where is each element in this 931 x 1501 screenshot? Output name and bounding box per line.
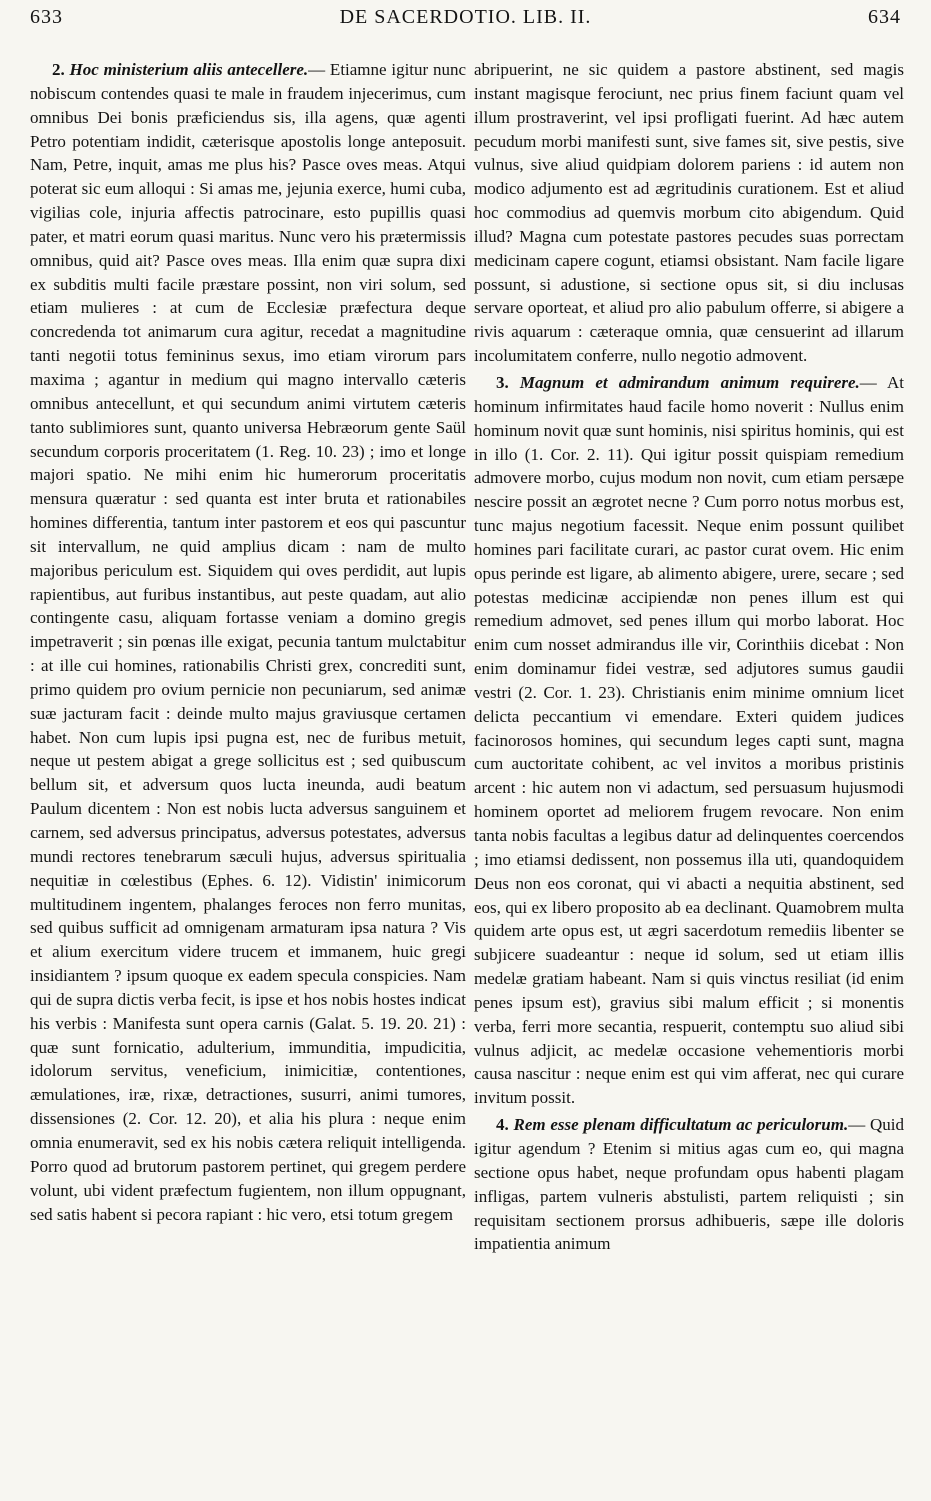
section-2-continuation: abripuerint, ne sic quidem a pastore abstinent, sed magis instant magisque ferociunt, nec prius finem faciunt quam vel illum prostraverint, vel ipsi profligati fuerint. Ad hæc autem pecudum morbi manifesti sunt, sive fames sit, sive pestis, sive vulnus, sive aliud quidpiam dolorem pariens : id autem non modico adjumento est ad ægritudinis curationem. Est et aliud hoc commodius ad quemvis morbum cito abigendum. Quid illud? Magna cum potestate pastores pecudes suas porrectam medicinam capere cogunt, etiamsi obsistant. Nam facile ligare possunt, si adustione, si sectione opus sit, si diu inclusas servare oporteat, et aliud pro alio pabulum offerre, si abigere a rivis aquarum : cæteraque omnia, quæ censuerint ad illarum incolumitatem conferre, nullo negotio admovent. — [474, 60, 904, 366]
section-heading: Rem esse plenam difficultatum ac periculorum. — [513, 1115, 849, 1135]
section-number: 4. — [496, 1115, 509, 1135]
left-column — [30, 58, 466, 1494]
section-heading: Magnum et admirandum animum requirere. — [519, 372, 860, 392]
right-column — [474, 58, 904, 1494]
page-number-right: 634 — [868, 6, 901, 28]
section-body: — Etiamne igitur nunc nobiscum contendes quasi te male in fraudem injecerimus, cum omnibus Dei bonis præficiendus sis, illa agens, quæ agenti Petro potentiam indidit, cæterisque apostolis longe anteposuit. Nam, Petre, inquit, amas me plus his? Pasce oves meas. Atqui poterat sic eum alloqui : Si amas me, jejunia exerce, humi cuba, vigilias cole, injuria affectis patrocinare, esto pupillis quasi pater, et matri eorum quasi maritus. Nunc vero his prætermissis omnibus, quid ait? Pasce oves meas. Illa enim quæ supra dixi ex subditis multi facile præstare possint, non viri solum, sed etiam mulieres : at cum de Ecclesiæ præfectura deque concredenda tot animarum cura agitur, recedat a magnitudine tanti negotii totus femininus sexus, imo etiam virorum pars maxima ; agantur in medium qui magno intervallo cæteris omnibus antecellunt, et qui secundum animi virtutem cæteris tanto sublimiores sunt, quanto universa Hebræorum gente Saül secundum corporis proceritatem (1. Reg. 10. 23) ; imo et longe majori spatio. Ne mihi enim hic humerorum proceritatis mensura quæratur : sed quanta est inter bruta et rationabiles homines differentia, tantum inter pastorem et eos qui pascuntur sit intervallum, ne quid amplius dicam : nam de multo majoribus periculum est. Siquidem qui oves perdidit, aut lupis rapientibus, aut furibus instantibus, aut peste quadam, aut alio contingente casu, aliquam fortasse veniam a domino gregis impetraverit ; sin pœnas ille exigat, pecunia tantum mulctabitur : at ille cui homines, rationabilis Christi grex, concrediti sunt, primo quidem pro ovium pernicie non pecuniarum, sed animæ suæ jacturam facit : deinde multo majus graviusque certamen habet. Non cum lupis ipsi pugna est, nec de furibus metuit, neque ut pestem abigat a grege sollicitus est ; sed quibuscum bellum sit, et adversum quos lucta ineunda, audi beatum Paulum dicentem : Non est nobis lucta adversus sanguinem et carnem, sed adversus principatus, adversus potestates, adversus mundi rectores tenebrarum sæculi hujus, adversus spiritualia nequitiæ in cœlestibus (Ephes. 6. 12). Vidistin' inimicorum multitudinem ingentem, phalanges feroces non ferro munitas, sed quibus sufficit ad omnigenam armaturam ipsa natura ? Vis et alium exercitum videre trucem et immanem, huic gregi insidiantem ? ipsum quoque ex eadem specula conspicies. Nam qui de supra dictis verba fecit, is ipse et hos nobis hostes indicat his verbis : Manifesta sunt opera carnis (Galat. 5. 19. 20. 21) : quæ sunt fornicatio, adulterium, immunditia, impudicitia, idolorum servitus, veneficium, inimicitiæ, contentiones, æmulationes, iræ, rixæ, detractiones, susurri, animi tumores, dissensiones (2. Cor. 12. 20), et alia his plura : neque enim omnia enumeravit, sed ex his nobis cætera reliquit intelligenda. Porro quod ad brutorum pastorem pertinet, qui gregem perdere volunt, ubi vident præfectum fugientem, non illum oppugnant, sed satis habent si pecora rapiant : hic vero, etsi totum gregem — [30, 60, 466, 1224]
section-number: 2. — [52, 60, 65, 79]
page-number-left: 633 — [30, 6, 63, 28]
section-4-paragraph — [474, 1113, 904, 1256]
section-3-paragraph — [474, 371, 904, 1110]
section-body: — At hominum infirmitates haud facile homo noverit : Nullus enim hominum novit quæ sunt hominis, nisi spiritus hominis, qui est in illo (1. Cor. 2. 11). Qui igitur possit quispiam remedium admovere morbo, cujus modum non novit, cum etiam persæpe nescire possit an ægrotet necne ? Cum porro notus morbus est, tunc majus negotium facessit. Neque enim possunt quilibet homines pari facilitate curari, ac pastor curat ovem. Hic enim opus perinde est ligare, ab alimento abigere, urere, secare ; sed potestas medicinæ accipiendæ non penes illum est qui remedium admovet, sed penes illum qui morbo laborat. Hoc enim cum nosset admirandus ille vir, Corinthiis dicebat : Non enim dominamur fidei vestræ, sed adjutores sumus gaudii vestri (2. Cor. 1. 23). Christianis enim minime omnium licet delicta peccantium vi emendare. Exteri quidem judices facinorosos homines, qui secundum leges capti sunt, magna cum auctoritate cohibent, ac vel invitos a moribus pristinis arcent : hic autem non vi adactum, sed persuasum hujusmodi hominem oportet ad meliorem frugem revocare. Non enim tanta nobis facultas a legibus datur ad delinquentes coercendos ; imo etiamsi dedissent, non possemus illa uti, quandoquidem Deus non eos coronat, qui vi abacti a nequitia abstinent, sed eos, qui ex libero proposito ab ea declinant. Quamobrem multa quidem arte opus est, ut ægri sacerdotum remediis libenter se subjicere suadeantur : neque id solum, sed ut etiam illis medelæ gratiam habeant. Nam si quis vinctus resiliat (id enim penes ipsum est), gravius sibi malum efficit ; si monentis verba, ferri more secantia, respuerit, contemptu suo aliud sibi vulnus adjicit, ac medelæ occasione vehementioris morbi causa nascitur : neque enim est qui vim afferat, nec qui curare invitum possit. — [474, 372, 904, 1108]
section-heading: Hoc ministerium aliis antecellere. — [69, 60, 309, 79]
running-title: DE SACERDOTIO. LIB. II. — [339, 6, 592, 28]
section-2-paragraph — [30, 58, 466, 1226]
section-number: 3. — [496, 372, 509, 392]
running-header — [30, 6, 901, 46]
section-body: — Quid igitur agendum ? Etenim si mitius agas cum eo, qui magna sectione opus habet, neque profundam opus habenti plagam infligas, partem vulneris abstulisti, partem reliquisti ; sin requisitam sectionem prorsus adhibueris, sæpe ille doloris impatientia animum — [474, 1115, 904, 1254]
